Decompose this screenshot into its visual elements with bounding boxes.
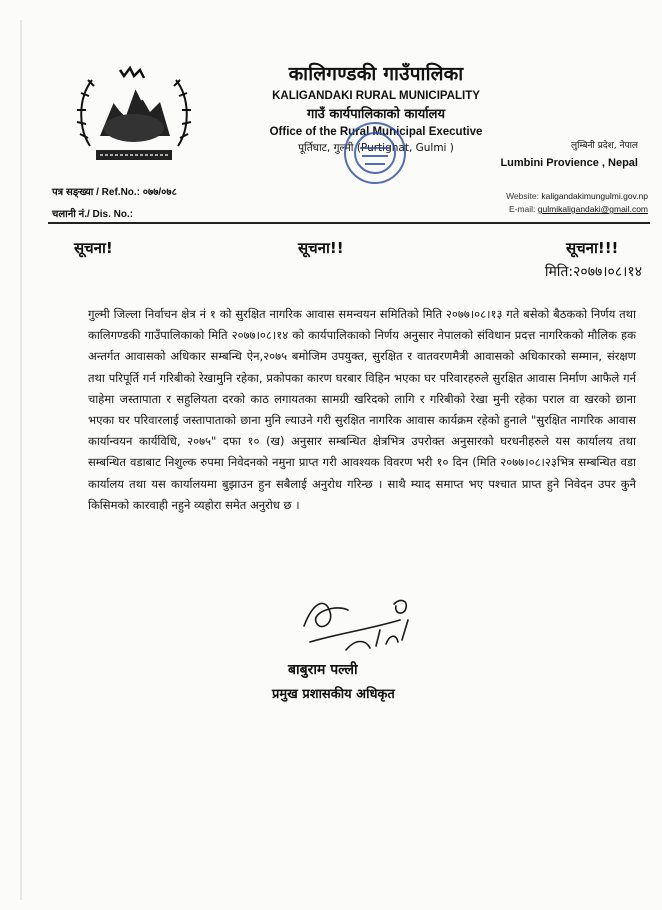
email-line xyxy=(400,203,648,216)
nepal-emblem-icon xyxy=(70,58,198,170)
province-en: Lumbini Provience , Nepal xyxy=(500,157,638,169)
ref-number-line xyxy=(52,182,177,204)
office-name-ne: गाउँ कार्यपालिकाको कार्यालय xyxy=(307,107,445,122)
website-label: Website: xyxy=(506,191,539,201)
handwritten-signature xyxy=(296,590,422,658)
email-label: E-mail: xyxy=(508,204,536,214)
office-stamp xyxy=(338,118,412,188)
province-block xyxy=(498,138,638,169)
office-name-en: Office of the Rural Municipal Executive xyxy=(269,126,483,138)
notice-heading-right: सूचना!!! xyxy=(566,239,619,257)
notice-heading-middle: सूचना!! xyxy=(298,239,344,257)
notice-heading-left: सूचना! xyxy=(74,239,113,257)
signer-designation: प्रमुख प्रशासकीय अधिकृत xyxy=(272,687,395,702)
ref-value: ०७७/०७८ xyxy=(142,187,177,198)
office-address: पूर्तिघाट, गुल्मी (Purtighat, Gulmi ) xyxy=(298,142,454,154)
website-link[interactable]: kaligandakimungulmi.gov.np xyxy=(541,191,648,201)
website-line xyxy=(400,190,648,203)
contact-block xyxy=(400,190,648,216)
signer-name: बाबुराम पल्ली xyxy=(288,662,358,678)
municipality-title-ne: कालिगण्डकी गाउँपालिका xyxy=(288,63,464,85)
notice-body: गुल्मी जिल्ला निर्वाचन क्षेत्र नं १ को सुरक्षित नागरिक आवास समन्वयन समितिको मिति २०७७।०८।१३ गते बसेको बैठकको निर्णय तथा कालिगण्डकी गाउँपालिकाको मिति २०७७।०८।१४ को कार्यपालिकाको निर्णय अनुसार नेपालको संविधान प्रदत्त नागरिकको मौलिक हक अन्तर्गत आवासको अधिकार सम्बन्धि ऐन,२०७५ बमोजिम उपयुक्त, सुरक्षित र वातवरणमैत्री आवासको अधिकारको सम्मान, संरक्षण तथा परिपूर्ति गर्न गरिबीको रेखामुनि रहेका, प्रकोपका कारण घरबार विहिन भएका घर परिवारहरुले सुरक्षित आवास निर्माण आफैले गर्न चाहेमा जस्तापाता र सहुलियता दरको काठ लगायतका सामग्री खरिदको लागि र गरिबीको रेखा मुनी रहेका पराल वा खरको छाना भएका घर परिवारलाई जस्तापाताको छाना मुनि ल्याउने गरी सुरक्षित नागरिक आवास कार्यक्रम रहेको हुनाले "सुरक्षित नागरिक आवास कार्यान्वयन कार्यविधि, २०७५" दफा १० (ख) अनुसार सम्बन्धित क्षेत्रभित्र उपरोक्त अनुसारको घरधनीहरुले यस कार्यालय तथा सम्बन्धित वडाबाट निशुल्क रुपमा निवेदनको नमुना प्राप्त गरी आवश्यक विवरण भरी १० दिन (मिति २०७७।०८।२३भित्र सम्बन्धित वडा कार्यालय तथा यस कार्यालयमा बुझाउन हुन सबैलाई अनुरोध गरिन्छ । साथै म्याद समाप्त भए पश्चात प्राप्त हुने निवेदन उपर कुनै किसिमको कारवाही नहुने व्यहोरा समेत अनुरोध छ । xyxy=(88,307,636,512)
scan-edge xyxy=(20,20,22,900)
ref-label: पत्र सङ्ख्या / Ref.No.: xyxy=(52,187,141,198)
reference-block xyxy=(52,182,177,226)
email-link[interactable]: gulmikaligandaki@gmail.com xyxy=(537,204,648,214)
notice-date: मिति:२०७७।०८।१४ xyxy=(544,264,642,280)
province-ne: लुम्बिनी प्रदेश, नेपाल xyxy=(571,141,638,151)
dispatch-label: चलानी नं./ Dis. No.: xyxy=(52,209,134,220)
header-divider xyxy=(48,222,650,224)
municipality-title-en: KALIGANDAKI RURAL MUNICIPALITY xyxy=(272,90,480,102)
